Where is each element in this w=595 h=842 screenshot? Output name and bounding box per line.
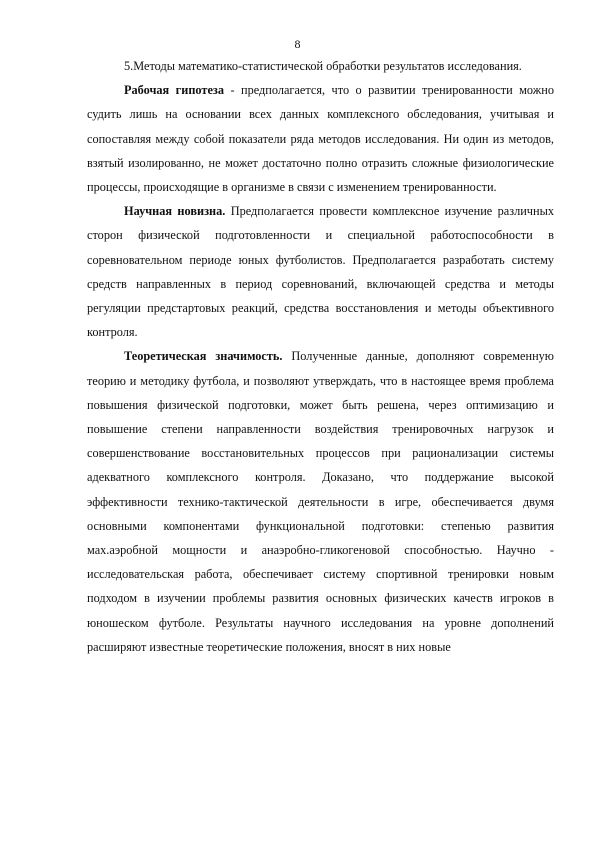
paragraph-significance xyxy=(87,344,554,659)
paragraph-lead-hypothesis: Рабочая гипотеза xyxy=(124,83,224,98)
paragraph-text-significance: Полученные данные, дополняют современную теорию и методику футбола, и позволяют утверждать, что в настоящее время проблема повышения физической подготовки, может быть решена, через оптимизацию и повышение степени направленности воздействия тренировочных нагрузок и совершенствование восстановительных процессов при рационализации системы адекватного комплексного контроля. Доказано, что поддержание высокой эффективности технико-тактической деятельности в игре, обеспечивается двумя основными компонентами функциональной подготовки: степенью развития мах.аэробной мощности и анаэробно-гликогеновой способностью. Научно - исследовательская работа, обеспечивает систему спортивной тренировки новым подходом в изучении проблемы развития основных физических качеств игроков в юношеском футболе. Результаты научного исследования на уровне дополнений расширяют известные теоретические положения, вносят в них новые xyxy=(87,349,554,654)
section-heading: 5.Методы математико-статистической обработки результатов исследования. xyxy=(124,59,522,73)
paragraph-novelty xyxy=(87,199,554,344)
document-body xyxy=(87,54,554,659)
paragraph-lead-significance: Теоретическая значимость. xyxy=(124,349,283,364)
paragraph-text-hypothesis: - предполагается, что о развитии тренированности можно судить лишь на основании всех данных комплексного обследования, учитывая и сопоставляя между собой показатели ряда методов исследования. Ни один из методов, взятый изолированно, не может достаточно полно отразить сложные физиологические процессы, происходящие в организме в связи с изменением тренированности. xyxy=(87,83,554,195)
paragraph-text-novelty: Предполагается провести комплексное изучение различных сторон физической подготовленности и специальной работоспособности в соревновательном периоде юных футболистов. Предполагается разработать систему средств направленных в период соревнований, включающей средства и методы регуляции предстартовых реакций, средства восстановления и методы объективного контроля. xyxy=(87,204,554,340)
page-number: 8 xyxy=(294,37,301,51)
paragraph-lead-novelty: Научная новизна. xyxy=(124,204,226,219)
paragraph-hypothesis xyxy=(87,78,554,199)
